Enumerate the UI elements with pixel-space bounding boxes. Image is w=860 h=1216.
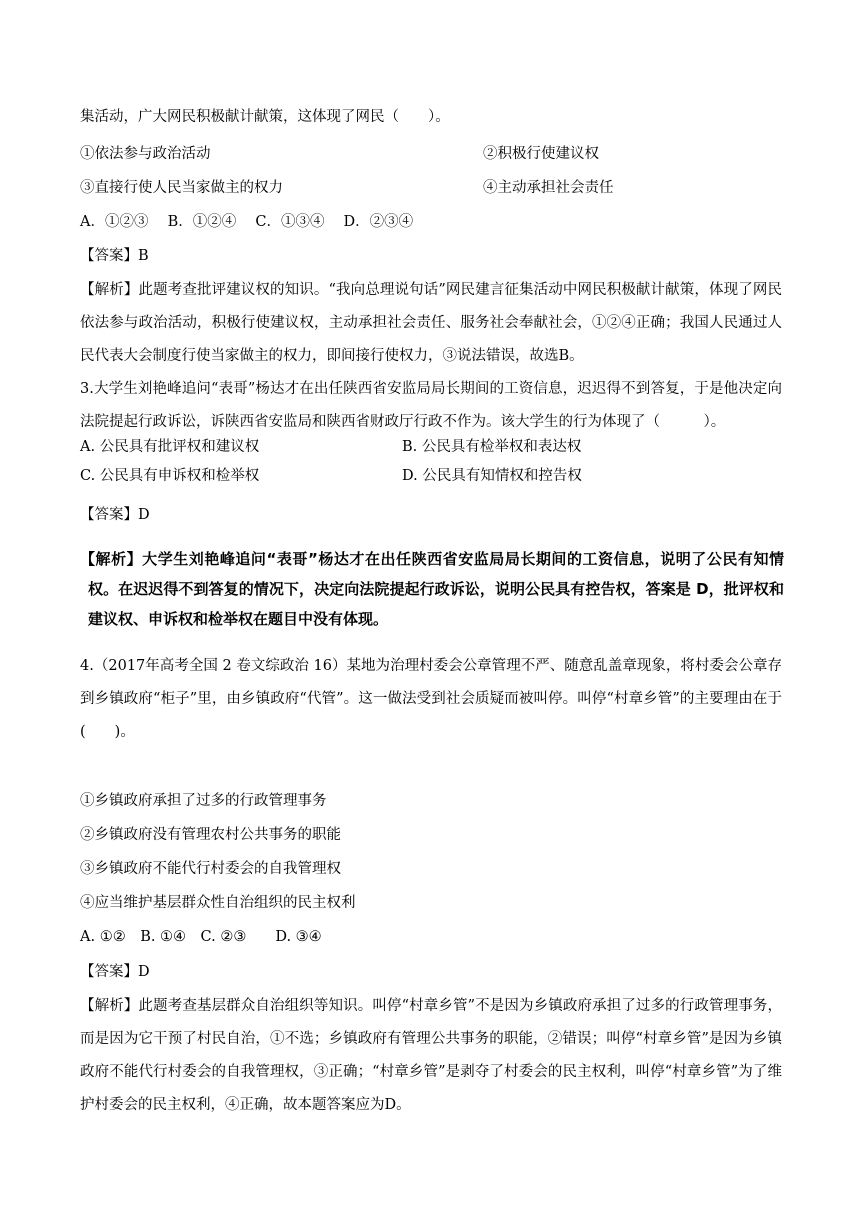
- q3-answer: 【答案】D: [80, 507, 150, 523]
- q3-analysis: 【解析】大学生刘艳峰追问“表哥”杨达才在出任陕西省安监局局长期间的工资信息，说明了公民有知情权。在迟迟得不到答复的情况下，决定向法院提起行政诉讼，说明公民具有控告权，答案是 D，批评权和建议权、申诉权和检举权在题目中没有体现。: [80, 550, 784, 628]
- q3-option-b: B. 公民具有检举权和表达权: [402, 439, 582, 455]
- q2-option-4: ④主动承担社会责任: [483, 180, 614, 196]
- q3-stem: 3.大学生刘艳峰追问“表哥”杨达才在出任陕西省安监局局长期间的工资信息，迟迟得不到答复，于是他决定向法院提起行政诉讼，诉陕西省安监局和陕西省财政厅行政不作为。该大学生的行为体现了（ ）。: [80, 381, 782, 430]
- q2-analysis: 【解析】此题考查批评建议权的知识。“我向总理说句话”网民建言征集活动中网民积极献计献策，体现了网民依法参与政治活动，积极行使建议权，主动承担社会责任、服务社会奉献社会，①②④正确；我国人民通过人民代表大会制度行使当家做主的权力，即间接行使权力，③说法错误，故选B。: [80, 282, 782, 364]
- q4-option-1: ①乡镇政府承担了过多的行政管理事务: [80, 793, 327, 809]
- q4-analysis: 【解析】此题考查基层群众自治组织等知识。叫停“村章乡管”不是因为乡镇政府承担了过多的行政管理事务，而是因为它干预了村民自治，①不选；乡镇政府有管理公共事务的职能，②错误；叫停“村章乡管”是因为乡镇政府不能代行村委会的自我管理权，③正确；“村章乡管”是剥夺了村委会的民主权利，叫停“村章乡管”为了维护村委会的民主权利，④正确，故本题答案应为D。: [80, 998, 782, 1113]
- q2-answer: 【答案】B: [80, 248, 149, 264]
- q2-option-2: ②积极行使建议权: [483, 146, 599, 162]
- q2-options-row-2: [80, 178, 614, 198]
- q3-options-row-1: [80, 437, 582, 457]
- q2-stem-tail: 集活动，广大网民积极献计献策，这体现了网民（ ）。: [80, 109, 450, 125]
- q3-option-c: C. 公民具有申诉权和检举权: [80, 468, 260, 484]
- q3-option-d: D. 公民具有知情权和控告权: [402, 468, 582, 484]
- q3-option-a: A. 公民具有批评权和建议权: [80, 439, 260, 455]
- q4-choices: A. ①② B. ①④ C. ②③ D. ③④: [80, 929, 322, 945]
- q4-answer: 【答案】D: [80, 964, 150, 980]
- q3-options-row-2: [80, 466, 582, 486]
- q4-option-4: ④应当维护基层群众性自治组织的民主权利: [80, 895, 356, 911]
- q4-option-2: ②乡镇政府没有管理农村公共事务的职能: [80, 827, 341, 843]
- q2-option-3: ③直接行使人民当家做主的权力: [80, 180, 283, 196]
- q4-stem: 4.（2017年高考全国 2 卷文综政治 16）某地为治理村委会公章管理不严、随意乱盖章现象，将村委会公章存到乡镇政府“柜子”里，由乡镇政府“代管”。这一做法受到社会质疑而被叫停。叫停“村章乡管”的主要理由在于( )。: [80, 658, 782, 740]
- q2-option-1: ①依法参与政治活动: [80, 146, 211, 162]
- q4-option-3: ③乡镇政府不能代行村委会的自我管理权: [80, 861, 341, 877]
- q2-choices: A．①②③ B．①②④ C．①③④ D．②③④: [80, 214, 414, 230]
- q2-options-row-1: [80, 144, 599, 164]
